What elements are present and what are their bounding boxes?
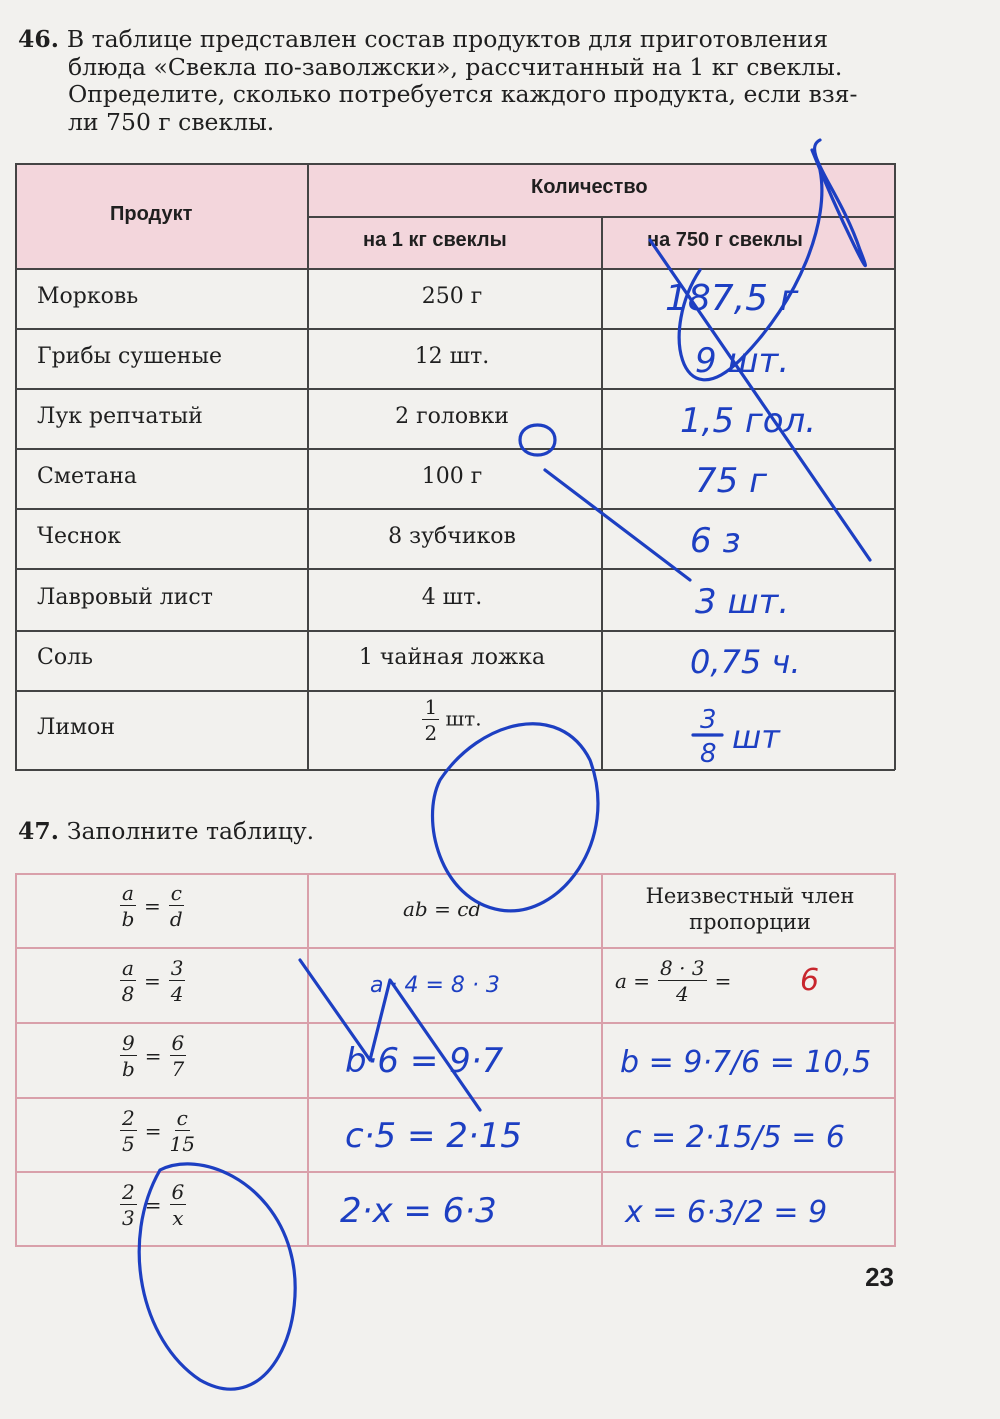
header-per-750g: на 750 г свеклы <box>647 229 803 251</box>
proportion-cell: $\frac{a}{8}$ = $\frac{3}{4}$ <box>121 956 184 1006</box>
task-47-title: Заполните таблицу. <box>66 817 315 845</box>
header-unknown-term: Неизвестный член пропорции <box>645 884 855 934</box>
answer-lavr: 3 шт. <box>695 582 790 622</box>
answer-smetana: 75 г <box>695 461 767 501</box>
answer-morkov: 187,5 г <box>665 278 799 319</box>
header-proportion: $\frac{a}{b}$ = $\frac{c}{d}$ <box>121 881 183 931</box>
row-product: Чеснок <box>37 524 122 549</box>
header-product-equality: ab = cd <box>403 897 482 921</box>
row2-unknown: b = 9·7/6 = 10,5 <box>620 1045 872 1080</box>
answer-luk: 1,5 гол. <box>680 401 817 441</box>
row-per-kg: 250 г <box>421 284 483 309</box>
answer-griby: 9 шт. <box>695 341 790 381</box>
answer-limon-unit: шт <box>732 718 780 756</box>
row1-product: a · 4 = 8 · 3 <box>370 973 500 998</box>
row-product: Лимон <box>37 715 116 740</box>
task-46-line-1: В таблице представлен состав продуктов для приготовления <box>66 25 829 53</box>
row-product: Соль <box>37 645 94 670</box>
task-47-number: 47. <box>18 817 59 845</box>
row-product: Лук репчатый <box>37 404 203 429</box>
row-per-kg: 1 чайная ложка <box>358 645 546 670</box>
row-per-kg-fraction <box>307 697 597 743</box>
row3-product: c·5 = 2·15 <box>345 1116 522 1156</box>
row-per-kg: 4 шт. <box>421 585 483 610</box>
proportion-cell: $\frac{9}{b}$ = $\frac{6}{7}$ <box>121 1031 185 1081</box>
row-per-kg: 2 головки <box>395 404 509 429</box>
row-product: Грибы сушеные <box>37 344 222 369</box>
task-46-line-4: ли 750 г свеклы. <box>68 107 275 136</box>
answer-limon-num: 3 <box>700 705 717 735</box>
task-46-text <box>18 26 898 136</box>
row-product: Лавровый лист <box>37 585 213 610</box>
fraction-unit: шт. <box>445 706 482 731</box>
row-product: Сметана <box>37 464 138 489</box>
row-per-kg: 100 г <box>421 464 483 489</box>
answer-chesnok: 6 з <box>690 521 741 561</box>
row2-product: b·6 = 9·7 <box>345 1041 504 1081</box>
fraction <box>422 697 439 743</box>
row4-unknown: x = 6·3/2 = 9 <box>625 1195 828 1230</box>
task-46-line-2: блюда «Свекла по-заволжски», рассчитанный на 1 кг свеклы. <box>68 52 843 81</box>
row-per-kg: 12 шт. <box>414 344 490 369</box>
page-number: 23 <box>865 1262 894 1292</box>
header-per-kg: на 1 кг свеклы <box>363 229 507 251</box>
task-47-text <box>18 818 898 846</box>
recipe-table <box>15 163 895 770</box>
row-product: Морковь <box>37 284 139 309</box>
task-46-number: 46. <box>18 25 59 53</box>
task-46-line-3: Определите, сколько потребуется каждого продукта, если взя- <box>68 80 858 108</box>
row4-product: 2·x = 6·3 <box>340 1191 497 1231</box>
row1-unknown-value: 6 <box>800 963 820 998</box>
fraction-denominator: 2 <box>424 721 438 745</box>
row-per-kg: 8 зубчиков <box>388 524 516 549</box>
unknown-cell-printed: a = $\frac{8 \cdot 3}{4}$ = <box>615 956 732 1006</box>
proportion-cell: $\frac{2}{3}$ = $\frac{6}{x}$ <box>122 1180 185 1230</box>
header-product: Продукт <box>110 203 193 225</box>
answer-sol: 0,75 ч. <box>690 643 801 681</box>
proportion-cell: $\frac{2}{5}$ = $\frac{c}{15}$ <box>122 1106 195 1156</box>
proportion-table <box>15 873 895 1247</box>
answer-limon-den: 8 <box>700 739 717 769</box>
fraction-numerator: 1 <box>424 695 438 719</box>
row3-unknown: c = 2·15/5 = 6 <box>625 1120 845 1155</box>
header-quantity: Количество <box>531 176 648 198</box>
